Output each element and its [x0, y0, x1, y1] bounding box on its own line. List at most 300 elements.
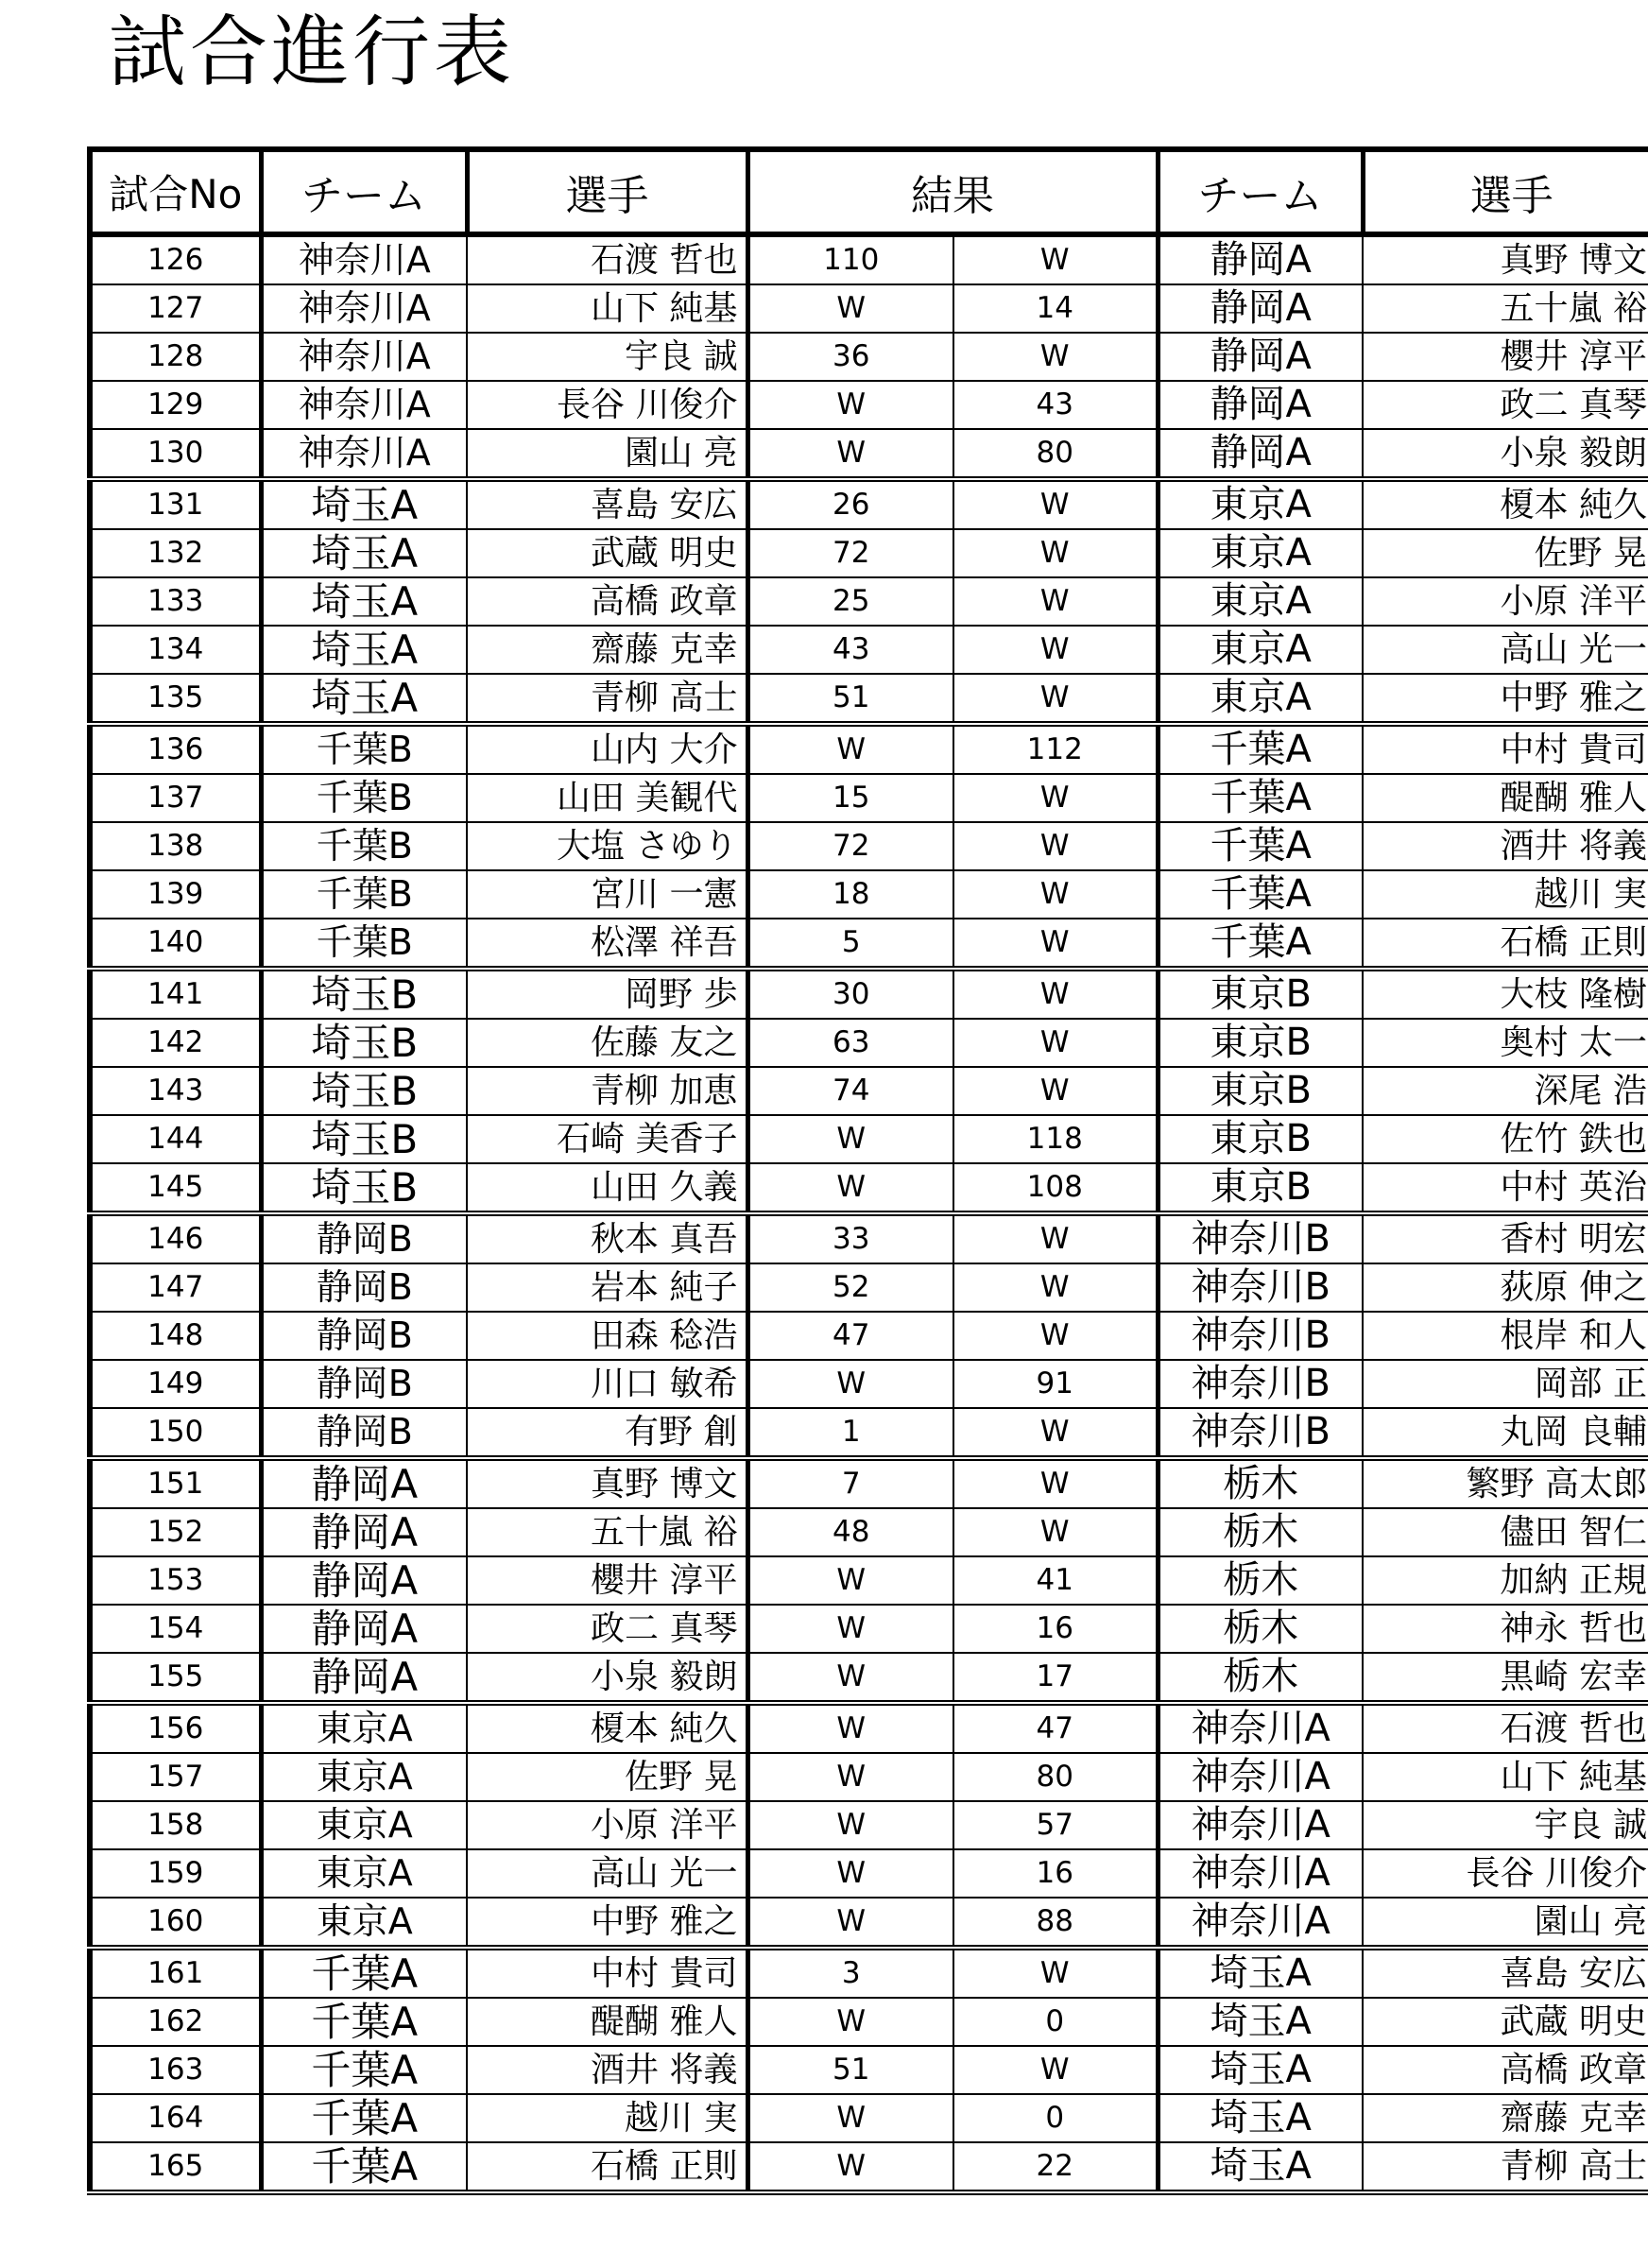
- player-right-cell: 深尾 浩: [1363, 1067, 1648, 1115]
- player-left-cell: 榎本 純久: [467, 1703, 747, 1753]
- score-left-cell: 72: [747, 529, 953, 577]
- match-no-cell: 157: [90, 1753, 261, 1801]
- team-right-cell: 神奈川B: [1158, 1360, 1363, 1408]
- player-right-cell: 佐竹 鉄也: [1363, 1115, 1648, 1163]
- score-left-cell: 48: [747, 1508, 953, 1556]
- table-row: [90, 774, 1648, 822]
- player-right-cell: 政二 真琴: [1363, 381, 1648, 429]
- team-right-cell: 栃木: [1158, 1653, 1363, 1703]
- player-right-cell: 奥村 太一: [1363, 1019, 1648, 1067]
- score-right-cell: 0: [953, 1998, 1158, 2046]
- team-left-cell: 東京A: [261, 1801, 467, 1849]
- match-no-cell: 136: [90, 724, 261, 774]
- header-match-no: 試合No: [90, 149, 261, 234]
- team-right-cell: 埼玉A: [1158, 2094, 1363, 2142]
- table-row: [90, 2142, 1648, 2192]
- player-right-cell: 高山 光一: [1363, 626, 1648, 674]
- score-right-cell: 118: [953, 1115, 1158, 1163]
- team-right-cell: 東京B: [1158, 1019, 1363, 1067]
- player-left-cell: 武蔵 明史: [467, 529, 747, 577]
- score-right-cell: W: [953, 529, 1158, 577]
- team-right-cell: 千葉A: [1158, 822, 1363, 870]
- player-left-cell: 小原 洋平: [467, 1801, 747, 1849]
- match-no-cell: 153: [90, 1556, 261, 1605]
- match-no-cell: 146: [90, 1213, 261, 1263]
- player-left-cell: 山田 美観代: [467, 774, 747, 822]
- match-no-cell: 131: [90, 479, 261, 529]
- team-left-cell: 埼玉B: [261, 969, 467, 1019]
- match-no-cell: 144: [90, 1115, 261, 1163]
- table-row: [90, 1849, 1648, 1898]
- player-left-cell: 醍醐 雅人: [467, 1998, 747, 2046]
- team-right-cell: 神奈川B: [1158, 1213, 1363, 1263]
- team-left-cell: 埼玉A: [261, 529, 467, 577]
- player-left-cell: 櫻井 淳平: [467, 1556, 747, 1605]
- score-left-cell: W: [747, 429, 953, 479]
- score-left-cell: W: [747, 1703, 953, 1753]
- score-right-cell: W: [953, 234, 1158, 284]
- table-row: [90, 333, 1648, 381]
- team-left-cell: 埼玉A: [261, 674, 467, 724]
- player-left-cell: 田森 稔浩: [467, 1312, 747, 1360]
- team-right-cell: 東京B: [1158, 1163, 1363, 1213]
- score-left-cell: 47: [747, 1312, 953, 1360]
- score-left-cell: W: [747, 1556, 953, 1605]
- match-no-cell: 135: [90, 674, 261, 724]
- player-right-cell: 山下 純基: [1363, 1753, 1648, 1801]
- table-row: [90, 919, 1648, 969]
- player-left-cell: 高山 光一: [467, 1849, 747, 1898]
- match-no-cell: 140: [90, 919, 261, 969]
- player-right-cell: 酒井 将義: [1363, 822, 1648, 870]
- match-no-cell: 156: [90, 1703, 261, 1753]
- score-left-cell: W: [747, 1360, 953, 1408]
- score-right-cell: 91: [953, 1360, 1158, 1408]
- team-right-cell: 東京A: [1158, 529, 1363, 577]
- table-row: [90, 234, 1648, 284]
- player-left-cell: 山内 大介: [467, 724, 747, 774]
- header-player-left: 選手: [467, 149, 747, 234]
- header-team-right: チーム: [1158, 149, 1363, 234]
- team-left-cell: 千葉A: [261, 2142, 467, 2192]
- player-right-cell: 荻原 伸之: [1363, 1263, 1648, 1312]
- table-row: [90, 529, 1648, 577]
- team-right-cell: 東京A: [1158, 626, 1363, 674]
- team-left-cell: 埼玉A: [261, 626, 467, 674]
- player-left-cell: 山田 久義: [467, 1163, 747, 1213]
- score-left-cell: 26: [747, 479, 953, 529]
- match-no-cell: 159: [90, 1849, 261, 1898]
- match-no-cell: 139: [90, 870, 261, 919]
- match-no-cell: 141: [90, 969, 261, 1019]
- match-no-cell: 143: [90, 1067, 261, 1115]
- team-right-cell: 千葉A: [1158, 724, 1363, 774]
- team-right-cell: 栃木: [1158, 1508, 1363, 1556]
- score-left-cell: 63: [747, 1019, 953, 1067]
- player-right-cell: 青柳 高士: [1363, 2142, 1648, 2192]
- team-left-cell: 埼玉B: [261, 1163, 467, 1213]
- score-left-cell: 25: [747, 577, 953, 626]
- score-left-cell: 43: [747, 626, 953, 674]
- score-right-cell: 22: [953, 2142, 1158, 2192]
- team-left-cell: 神奈川A: [261, 429, 467, 479]
- match-no-cell: 164: [90, 2094, 261, 2142]
- match-no-cell: 151: [90, 1458, 261, 1508]
- player-left-cell: 大塩 さゆり: [467, 822, 747, 870]
- team-left-cell: 東京A: [261, 1703, 467, 1753]
- player-left-cell: 松澤 祥吾: [467, 919, 747, 969]
- score-right-cell: W: [953, 1948, 1158, 1998]
- team-left-cell: 千葉B: [261, 822, 467, 870]
- player-left-cell: 青柳 加恵: [467, 1067, 747, 1115]
- score-right-cell: W: [953, 333, 1158, 381]
- player-left-cell: 石橋 正則: [467, 2142, 747, 2192]
- player-right-cell: 榎本 純久: [1363, 479, 1648, 529]
- table-row: [90, 2046, 1648, 2094]
- match-no-cell: 127: [90, 284, 261, 333]
- table-row: [90, 870, 1648, 919]
- table-row: [90, 1163, 1648, 1213]
- player-right-cell: 長谷 川俊介: [1363, 1849, 1648, 1898]
- score-right-cell: W: [953, 1408, 1158, 1458]
- match-no-cell: 155: [90, 1653, 261, 1703]
- player-right-cell: 越川 実: [1363, 870, 1648, 919]
- player-left-cell: 川口 敏希: [467, 1360, 747, 1408]
- player-right-cell: 櫻井 淳平: [1363, 333, 1648, 381]
- header-result: 結果: [747, 149, 1158, 234]
- player-right-cell: 喜島 安広: [1363, 1948, 1648, 1998]
- score-right-cell: 108: [953, 1163, 1158, 1213]
- header-team-left: チーム: [261, 149, 467, 234]
- team-right-cell: 千葉A: [1158, 919, 1363, 969]
- score-left-cell: W: [747, 1163, 953, 1213]
- team-right-cell: 静岡A: [1158, 333, 1363, 381]
- match-schedule-table-wrap: [87, 146, 1648, 2268]
- score-right-cell: W: [953, 1458, 1158, 1508]
- score-left-cell: W: [747, 284, 953, 333]
- team-right-cell: 栃木: [1158, 1556, 1363, 1605]
- score-left-cell: W: [747, 381, 953, 429]
- team-left-cell: 神奈川A: [261, 284, 467, 333]
- player-left-cell: 齋藤 克幸: [467, 626, 747, 674]
- table-row: [90, 1115, 1648, 1163]
- match-no-cell: 163: [90, 2046, 261, 2094]
- score-right-cell: 112: [953, 724, 1158, 774]
- score-right-cell: 14: [953, 284, 1158, 333]
- team-left-cell: 静岡B: [261, 1213, 467, 1263]
- table-row: [90, 2094, 1648, 2142]
- score-left-cell: 30: [747, 969, 953, 1019]
- score-left-cell: W: [747, 1998, 953, 2046]
- table-row: [90, 479, 1648, 529]
- player-right-cell: 中村 英治: [1363, 1163, 1648, 1213]
- match-no-cell: 162: [90, 1998, 261, 2046]
- team-left-cell: 埼玉A: [261, 577, 467, 626]
- player-left-cell: 中村 貴司: [467, 1948, 747, 1998]
- team-right-cell: 静岡A: [1158, 284, 1363, 333]
- score-right-cell: 16: [953, 1605, 1158, 1653]
- match-no-cell: 128: [90, 333, 261, 381]
- player-right-cell: 園山 亮: [1363, 1898, 1648, 1948]
- match-no-cell: 160: [90, 1898, 261, 1948]
- score-left-cell: W: [747, 1849, 953, 1898]
- team-right-cell: 神奈川B: [1158, 1263, 1363, 1312]
- team-right-cell: 神奈川A: [1158, 1753, 1363, 1801]
- match-no-cell: 161: [90, 1948, 261, 1998]
- player-left-cell: 佐藤 友之: [467, 1019, 747, 1067]
- score-right-cell: W: [953, 577, 1158, 626]
- team-right-cell: 静岡A: [1158, 234, 1363, 284]
- score-right-cell: 80: [953, 429, 1158, 479]
- score-right-cell: W: [953, 1019, 1158, 1067]
- player-right-cell: 小原 洋平: [1363, 577, 1648, 626]
- score-left-cell: 15: [747, 774, 953, 822]
- score-left-cell: W: [747, 2142, 953, 2192]
- match-no-cell: 134: [90, 626, 261, 674]
- player-right-cell: 小泉 毅朗: [1363, 429, 1648, 479]
- table-row: [90, 1653, 1648, 1703]
- player-left-cell: 五十嵐 裕: [467, 1508, 747, 1556]
- score-left-cell: 51: [747, 2046, 953, 2094]
- player-right-cell: 中野 雅之: [1363, 674, 1648, 724]
- score-right-cell: 57: [953, 1801, 1158, 1849]
- table-row: [90, 969, 1648, 1019]
- team-left-cell: 静岡B: [261, 1408, 467, 1458]
- team-left-cell: 千葉A: [261, 2046, 467, 2094]
- team-left-cell: 千葉B: [261, 724, 467, 774]
- player-right-cell: 香村 明宏: [1363, 1213, 1648, 1263]
- player-right-cell: 根岸 和人: [1363, 1312, 1648, 1360]
- score-right-cell: 41: [953, 1556, 1158, 1605]
- score-right-cell: W: [953, 774, 1158, 822]
- player-left-cell: 山下 純基: [467, 284, 747, 333]
- score-right-cell: 43: [953, 381, 1158, 429]
- team-left-cell: 神奈川A: [261, 333, 467, 381]
- team-left-cell: 静岡A: [261, 1605, 467, 1653]
- player-right-cell: 加納 正規: [1363, 1556, 1648, 1605]
- match-no-cell: 126: [90, 234, 261, 284]
- player-left-cell: 政二 真琴: [467, 1605, 747, 1653]
- score-right-cell: 0: [953, 2094, 1158, 2142]
- score-right-cell: W: [953, 626, 1158, 674]
- table-row: [90, 1508, 1648, 1556]
- team-left-cell: 静岡B: [261, 1360, 467, 1408]
- player-right-cell: 中村 貴司: [1363, 724, 1648, 774]
- table-row: [90, 1703, 1648, 1753]
- team-right-cell: 神奈川B: [1158, 1408, 1363, 1458]
- team-left-cell: 埼玉A: [261, 479, 467, 529]
- team-right-cell: 埼玉A: [1158, 2046, 1363, 2094]
- player-left-cell: 中野 雅之: [467, 1898, 747, 1948]
- table-row: [90, 1801, 1648, 1849]
- player-right-cell: 真野 博文: [1363, 234, 1648, 284]
- score-right-cell: W: [953, 674, 1158, 724]
- score-left-cell: 7: [747, 1458, 953, 1508]
- player-right-cell: 高橋 政章: [1363, 2046, 1648, 2094]
- player-right-cell: 佐野 晃: [1363, 529, 1648, 577]
- match-no-cell: 149: [90, 1360, 261, 1408]
- match-no-cell: 138: [90, 822, 261, 870]
- score-left-cell: 3: [747, 1948, 953, 1998]
- score-left-cell: 18: [747, 870, 953, 919]
- table-row: [90, 1556, 1648, 1605]
- match-no-cell: 129: [90, 381, 261, 429]
- team-left-cell: 埼玉B: [261, 1115, 467, 1163]
- team-right-cell: 栃木: [1158, 1458, 1363, 1508]
- score-right-cell: W: [953, 1067, 1158, 1115]
- team-left-cell: 静岡B: [261, 1312, 467, 1360]
- score-right-cell: W: [953, 870, 1158, 919]
- score-left-cell: W: [747, 1898, 953, 1948]
- table-row: [90, 1998, 1648, 2046]
- team-right-cell: 神奈川A: [1158, 1898, 1363, 1948]
- score-left-cell: 51: [747, 674, 953, 724]
- team-left-cell: 千葉B: [261, 774, 467, 822]
- score-right-cell: W: [953, 2046, 1158, 2094]
- match-no-cell: 147: [90, 1263, 261, 1312]
- match-no-cell: 148: [90, 1312, 261, 1360]
- match-no-cell: 133: [90, 577, 261, 626]
- match-no-cell: 158: [90, 1801, 261, 1849]
- player-right-cell: 神永 哲也: [1363, 1605, 1648, 1653]
- table-row: [90, 822, 1648, 870]
- table-row: [90, 1019, 1648, 1067]
- header-row: [90, 149, 1648, 234]
- player-left-cell: 園山 亮: [467, 429, 747, 479]
- table-row: [90, 1360, 1648, 1408]
- match-no-cell: 137: [90, 774, 261, 822]
- team-left-cell: 千葉B: [261, 919, 467, 969]
- team-right-cell: 東京B: [1158, 1067, 1363, 1115]
- match-no-cell: 145: [90, 1163, 261, 1213]
- team-left-cell: 静岡A: [261, 1458, 467, 1508]
- player-left-cell: 喜島 安広: [467, 479, 747, 529]
- player-right-cell: 五十嵐 裕: [1363, 284, 1648, 333]
- score-left-cell: 36: [747, 333, 953, 381]
- player-left-cell: 岩本 純子: [467, 1263, 747, 1312]
- player-left-cell: 長谷 川俊介: [467, 381, 747, 429]
- player-right-cell: 黒崎 宏幸: [1363, 1653, 1648, 1703]
- score-left-cell: 1: [747, 1408, 953, 1458]
- score-left-cell: 33: [747, 1213, 953, 1263]
- table-row: [90, 381, 1648, 429]
- player-right-cell: 武蔵 明史: [1363, 1998, 1648, 2046]
- score-left-cell: 74: [747, 1067, 953, 1115]
- match-no-cell: 130: [90, 429, 261, 479]
- table-row: [90, 626, 1648, 674]
- table-row: [90, 1898, 1648, 1948]
- score-right-cell: W: [953, 919, 1158, 969]
- match-no-cell: 154: [90, 1605, 261, 1653]
- player-right-cell: 石橋 正則: [1363, 919, 1648, 969]
- table-row: [90, 429, 1648, 479]
- player-left-cell: 宮川 一憲: [467, 870, 747, 919]
- team-right-cell: 栃木: [1158, 1605, 1363, 1653]
- player-left-cell: 秋本 真吾: [467, 1213, 747, 1263]
- player-right-cell: 丸岡 良輔: [1363, 1408, 1648, 1458]
- team-right-cell: 静岡A: [1158, 429, 1363, 479]
- team-left-cell: 埼玉B: [261, 1067, 467, 1115]
- player-left-cell: 酒井 将義: [467, 2046, 747, 2094]
- player-left-cell: 石崎 美香子: [467, 1115, 747, 1163]
- player-left-cell: 青柳 高士: [467, 674, 747, 724]
- score-right-cell: W: [953, 1508, 1158, 1556]
- team-right-cell: 神奈川B: [1158, 1312, 1363, 1360]
- team-left-cell: 千葉A: [261, 1998, 467, 2046]
- table-row: [90, 1067, 1648, 1115]
- team-right-cell: 神奈川A: [1158, 1703, 1363, 1753]
- match-no-cell: 150: [90, 1408, 261, 1458]
- score-right-cell: W: [953, 1312, 1158, 1360]
- player-right-cell: 大枝 隆樹: [1363, 969, 1648, 1019]
- score-left-cell: 52: [747, 1263, 953, 1312]
- player-right-cell: 醍醐 雅人: [1363, 774, 1648, 822]
- team-left-cell: 東京A: [261, 1898, 467, 1948]
- team-right-cell: 東京B: [1158, 1115, 1363, 1163]
- score-right-cell: 47: [953, 1703, 1158, 1753]
- score-right-cell: W: [953, 1213, 1158, 1263]
- player-right-cell: 宇良 誠: [1363, 1801, 1648, 1849]
- team-right-cell: 埼玉A: [1158, 1948, 1363, 1998]
- team-right-cell: 千葉A: [1158, 774, 1363, 822]
- score-left-cell: W: [747, 1605, 953, 1653]
- score-left-cell: W: [747, 1801, 953, 1849]
- team-right-cell: 東京A: [1158, 577, 1363, 626]
- player-left-cell: 越川 実: [467, 2094, 747, 2142]
- match-schedule-table: [87, 146, 1648, 2195]
- team-left-cell: 埼玉B: [261, 1019, 467, 1067]
- team-left-cell: 東京A: [261, 1849, 467, 1898]
- player-right-cell: 繁野 高太郎: [1363, 1458, 1648, 1508]
- table-row: [90, 1605, 1648, 1653]
- score-right-cell: W: [953, 479, 1158, 529]
- table-row: [90, 724, 1648, 774]
- player-left-cell: 有野 創: [467, 1408, 747, 1458]
- player-left-cell: 佐野 晃: [467, 1753, 747, 1801]
- player-left-cell: 小泉 毅朗: [467, 1653, 747, 1703]
- team-right-cell: 埼玉A: [1158, 1998, 1363, 2046]
- player-right-cell: 齋藤 克幸: [1363, 2094, 1648, 2142]
- player-left-cell: 石渡 哲也: [467, 234, 747, 284]
- score-left-cell: W: [747, 1115, 953, 1163]
- player-right-cell: 石渡 哲也: [1363, 1703, 1648, 1753]
- score-right-cell: 16: [953, 1849, 1158, 1898]
- score-left-cell: W: [747, 2094, 953, 2142]
- score-left-cell: W: [747, 1753, 953, 1801]
- player-left-cell: 宇良 誠: [467, 333, 747, 381]
- table-row: [90, 1213, 1648, 1263]
- team-left-cell: 千葉A: [261, 1948, 467, 1998]
- match-no-cell: 142: [90, 1019, 261, 1067]
- score-right-cell: 17: [953, 1653, 1158, 1703]
- table-row: [90, 1312, 1648, 1360]
- team-left-cell: 東京A: [261, 1753, 467, 1801]
- score-left-cell: W: [747, 1653, 953, 1703]
- team-left-cell: 千葉B: [261, 870, 467, 919]
- player-left-cell: 岡野 歩: [467, 969, 747, 1019]
- page-title: 試合進行表: [109, 8, 516, 97]
- player-left-cell: 真野 博文: [467, 1458, 747, 1508]
- match-no-cell: 165: [90, 2142, 261, 2192]
- team-right-cell: 東京A: [1158, 479, 1363, 529]
- score-right-cell: 88: [953, 1898, 1158, 1948]
- score-left-cell: 5: [747, 919, 953, 969]
- score-right-cell: W: [953, 822, 1158, 870]
- team-left-cell: 静岡A: [261, 1556, 467, 1605]
- team-right-cell: 神奈川A: [1158, 1801, 1363, 1849]
- team-left-cell: 神奈川A: [261, 234, 467, 284]
- team-left-cell: 静岡A: [261, 1653, 467, 1703]
